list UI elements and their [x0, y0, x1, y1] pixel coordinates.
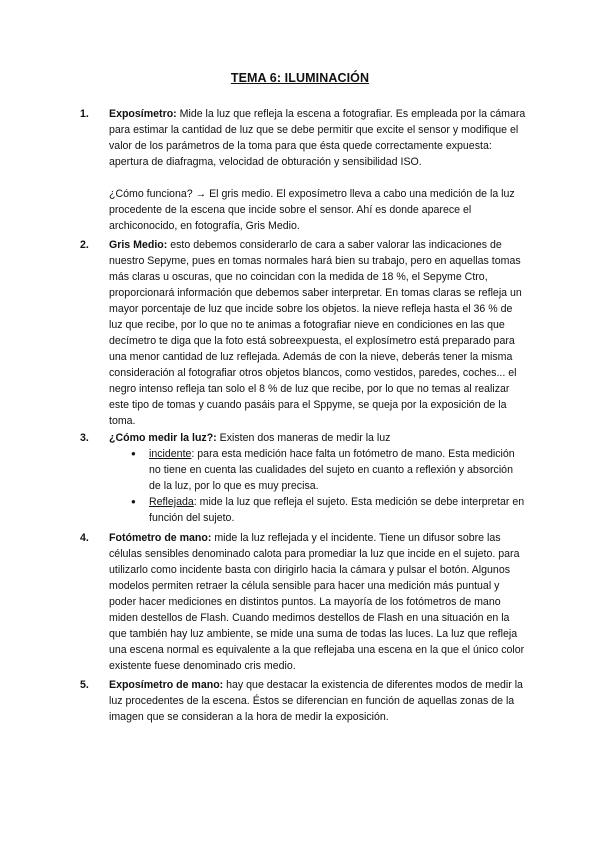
- section-heading: Exposímetro de mano:: [109, 679, 224, 691]
- section-number: 4.: [80, 532, 89, 544]
- section-heading: Exposímetro:: [109, 108, 177, 120]
- section-extra-paragraph: ¿Cómo funciona? → El gris medio. El exposímetro lleva a cabo una medición de la luz procedente de la escena que incide sobre el sensor. Ahí es donde aparece el archiconocido, en fotografía, Gris Medio.: [109, 188, 515, 232]
- section-text: mide la luz reflejada y el incidente. Tiene un difusor sobre las células sensibles denominado calota para promediar la luz que incide en el sujeto. para utilizarlo como incidente basta con dirigirlo hacia la cámara y pulsar el botón. Algunos modelos permiten retraer la célula sensible para hacer una medición más puntual y poder hacer mediciones en distintos puntos. La mayoría de los fotómetros de mano miden destellos de Flash. Cuando medimos destellos de Flash en una situación en la que también hay luz ambiente, se mide una suma de todas las luces. La luz que refleja una escena normal es equivalente a la que reflejaba una escena en la que el único color existente fuese denominado cris medio.: [109, 532, 525, 672]
- section-3: [80, 430, 526, 526]
- list-item: [109, 494, 526, 526]
- section-paragraph: [109, 530, 526, 674]
- bullet-term: Reflejada: [149, 496, 194, 508]
- section-number: 1.: [80, 108, 89, 120]
- measurement-methods-list: [109, 446, 526, 526]
- section-text: hay que destacar la existencia de diferentes modos de medir la luz procedentes de la escena. Éstos se diferencian en función de aquellas zonas de la imagen que se consideran a la hora de medir la exposición.: [109, 679, 523, 723]
- section-paragraph: [109, 677, 526, 725]
- section-2: [80, 237, 526, 429]
- section-text: Existen dos maneras de medir la luz: [216, 432, 391, 444]
- section-heading: Fotómetro de mano:: [109, 532, 212, 544]
- section-text: esto debemos considerarlo de cara a saber valorar las indicaciones de nuestro Sepyme, pues en tomas normales hará bien su trabajo, pero en aquellas tomas más claras u oscuras, que no coincidan con la medida de 18 %, el Sepyme Ctro, proporcionará información que debemos saber interpretar. En tomas claras se refleja un mayor porcentaje de luz que incide sobre los objetos. la nieve refleja hasta el 36 % de luz que recibe, por lo que no te animas a fotografiar nieve en condiciones en las que decímetro te diga que la foto está sobreexpuesta, el explosímetro está preparado para una menor cantidad de luz reflejada. Además de con la nieve, deberás tener la misma consideración al fotografiar otros objetos blancos, como vestidos, paredes, coches... el negro intenso refleja tan solo el 8 % de luz que recibe, por lo que no temas al realizar este tipo de tomas y cuando pasáis para el Sppyme, se queja por la exposición de la toma.: [109, 239, 522, 427]
- section-number: 5.: [80, 679, 89, 691]
- section-paragraph: [109, 430, 526, 446]
- section-1: [80, 106, 526, 234]
- section-4: [80, 530, 526, 674]
- section-number: 2.: [80, 239, 89, 251]
- section-heading: Gris Medio:: [109, 239, 168, 251]
- page-title: TEMA 6: ILUMINACIÓN: [230, 71, 370, 85]
- bullet-term: incidente: [149, 448, 192, 460]
- bullet-text: : para esta medición hace falta un fotómetro de mano. Esta medición no tiene en cuenta las cualidades del sujeto en cuanto a reflexión y absorción de la luz, por lo que es muy precisa.: [149, 448, 515, 492]
- section-paragraph: [109, 237, 526, 429]
- section-paragraph: [109, 106, 526, 170]
- section-text: Mide la luz que refleja la escena a fotografiar. Es empleada por la cámara para estimar la cantidad de luz que se debe permitir que excite el sensor y modifique el valor de los parámetros de la toma para que ésta quede correctamente expuesta: apertura de diafragma, velocidad de obturación y sensibilidad ISO.: [109, 108, 526, 168]
- section-number: 3.: [80, 432, 89, 444]
- section-heading: ¿Cómo medir la luz?:: [109, 432, 217, 444]
- bullet-text: : mide la luz que refleja el sujeto. Esta medición se debe interpretar en función del sujeto.: [149, 496, 525, 524]
- section-5: [80, 677, 526, 725]
- list-item: [109, 446, 526, 494]
